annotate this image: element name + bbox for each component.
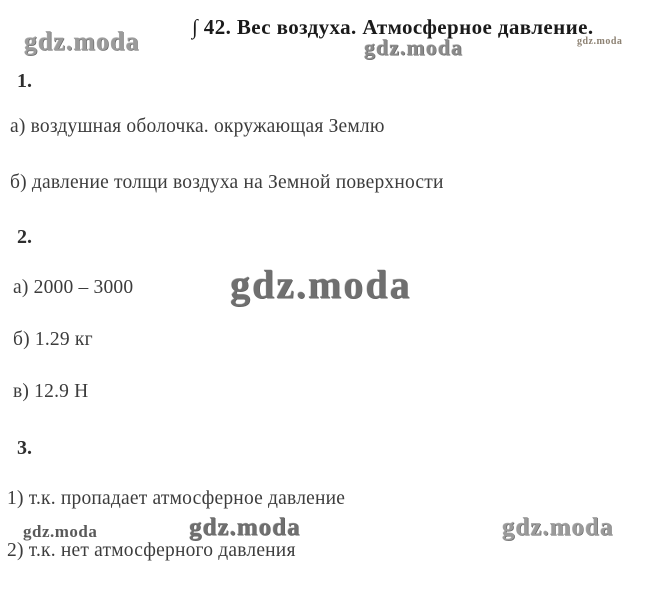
answer-line-1b: б) давление толщи воздуха на Земной поверхности	[10, 172, 444, 193]
answer-line-1a: а) воздушная оболочка. окружающая Землю	[10, 116, 385, 137]
section-number-1: 1.	[17, 70, 32, 92]
section-number-3: 3.	[17, 437, 32, 459]
watermark-under-title: gdz.moda	[364, 35, 464, 60]
answer-line-2b: б) 1.29 кг	[13, 329, 93, 350]
page-title: ∫ 42. Вес воздуха. Атмосферное давление.	[192, 15, 594, 39]
watermark-top-left: gdz.moda	[24, 27, 140, 56]
answer-line-2c: в) 12.9 Н	[13, 381, 89, 402]
answer-line-3-2: 2) т.к. нет атмосферного давления	[7, 540, 296, 561]
answer-line-2a: а) 2000 – 3000	[13, 277, 134, 298]
watermark-center: gdz.moda	[230, 262, 412, 307]
section-number-2: 2.	[17, 226, 32, 248]
watermark-bottom-center: gdz.moda	[189, 514, 301, 541]
watermark-top-right: gdz.moda	[577, 36, 623, 47]
watermark-bottom-right: gdz.moda	[502, 514, 614, 541]
watermark-bottom-left: gdz.moda	[23, 522, 98, 541]
answer-line-3-1: 1) т.к. пропадает атмосферное давление	[7, 488, 346, 509]
